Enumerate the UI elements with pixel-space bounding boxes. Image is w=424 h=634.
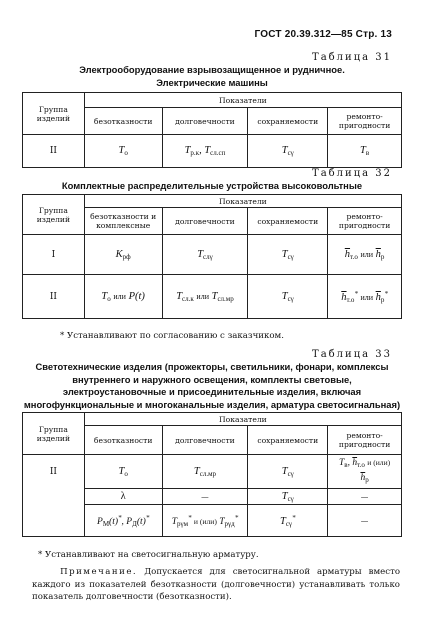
col-header: сохраняемости (248, 208, 328, 235)
table-31-title-line2: Электрические машины (156, 77, 268, 88)
table-33-footnote: * Устанавливают на светосигнальную арматуру. (38, 550, 259, 560)
col-header: ремонто-пригодности (328, 426, 402, 455)
value-cell: — (328, 489, 402, 505)
value-cell: $T_в$, $\overline{h}_{т.о}$ и (или) $\overline{h}_р$ (328, 455, 402, 489)
value-cell: $T_{с\gamma}^*$ (248, 505, 328, 537)
value-cell: — (162, 489, 248, 505)
col-header: безотказности (84, 426, 162, 455)
value-cell: $T_{с\gamma}$ (248, 489, 328, 505)
table-31-title-line1: Электрооборудование взрывозащищенное и рудничное. (79, 64, 345, 75)
table-33-title-line2: внутреннего и наружного освещения, комплекты световые, (72, 373, 352, 385)
value-cell: $T_{р.к}$, $T_{сл.сп}$ (162, 135, 248, 168)
table-33-label: Таблица 33 (312, 349, 392, 360)
table-32-title: Комплектные распределительные устройства высоковольтные (61, 180, 363, 191)
value-cell: $T_{с\gamma}$ (248, 235, 328, 275)
col-header: ремонто-пригодности (328, 108, 402, 135)
group-cell: II (23, 135, 85, 168)
group-cell: I (23, 235, 85, 275)
table-33 (22, 412, 402, 537)
group-header: Группа изделий (23, 413, 85, 455)
value-cell: $P_M(t)^*$, $P_Д(t)^*$ (84, 505, 162, 537)
note-heading: Примечание. (60, 567, 138, 577)
col-header: ремонто-пригодности (328, 208, 402, 235)
note-paragraph (32, 566, 400, 604)
table-32 (22, 194, 402, 319)
col-header: долговечности (162, 108, 248, 135)
page-header: ГОСТ 20.39.312—85 Стр. 13 (254, 29, 392, 40)
value-cell: $T_{сл\gamma}$ (162, 235, 248, 275)
indicators-header: Показатели (84, 413, 401, 426)
value-cell: $T_{с\gamma}$ (248, 455, 328, 489)
col-header: безотказности (84, 108, 162, 135)
col-header: сохраняемости (248, 108, 328, 135)
group-header: Группа изделий (23, 195, 85, 235)
col-header: сохраняемости (248, 426, 328, 455)
value-cell: $T_{с\gamma}$ (248, 135, 328, 168)
value-cell: $T_о$ или P(t) (84, 275, 162, 319)
value-cell: $T_в$ (328, 135, 402, 168)
table-31 (22, 92, 402, 168)
table-33-title-line4: многофункциональные и многоканальные изделия, арматура светосигнальная) (23, 398, 401, 410)
value-cell: $T_{сл.мр}$ (162, 455, 248, 489)
value-cell: $T_{с\gamma}$ (248, 275, 328, 319)
value-cell: $\overline{h}_{т.о}$ или $\overline{h}_р$ (328, 235, 402, 275)
col-header: долговечности (162, 208, 248, 235)
value-cell: $T_о$ (84, 455, 162, 489)
group-cell: II (23, 455, 85, 537)
value-cell: $\overline{h}_{т.о}^*$ или $\overline{h}_р^*$ (328, 275, 402, 319)
table-31-label: Таблица 31 (312, 52, 392, 63)
table-32-footnote: * Устанавливают по согласованию с заказчиком. (60, 331, 284, 341)
indicators-header: Показатели (84, 195, 401, 208)
value-cell: $T_{сл.к}$ или $T_{сл.мр}$ (162, 275, 248, 319)
col-header: долговечности (162, 426, 248, 455)
table-33-title-line3: электроустановочные и присоединительные изделия, включая (62, 386, 362, 397)
value-cell: $K_{рф}$ (84, 235, 162, 275)
table-32-label: Таблица 32 (312, 168, 392, 179)
value-cell: $T_о$ (84, 135, 162, 168)
note-text: Допускается для светосигнальной арматуры вместо каждого из показателей безотказности (долговечности) устанавливать только показатель долговечности (безотказности). (32, 567, 401, 602)
value-cell: λ (84, 489, 162, 505)
value-cell: $T_{р\gamma м}^*$ и (или) $T_{р\gamma д}^*$ (162, 505, 248, 537)
indicators-header: Показатели (84, 93, 401, 108)
table-33-title-line1: Светотехнические изделия (прожекторы, светильники, фонари, комплексы (35, 361, 389, 372)
value-cell: — (328, 505, 402, 537)
col-header: безотказности и комплексные (84, 208, 162, 235)
group-cell: II (23, 275, 85, 319)
group-header: Группа изделий (23, 93, 85, 135)
